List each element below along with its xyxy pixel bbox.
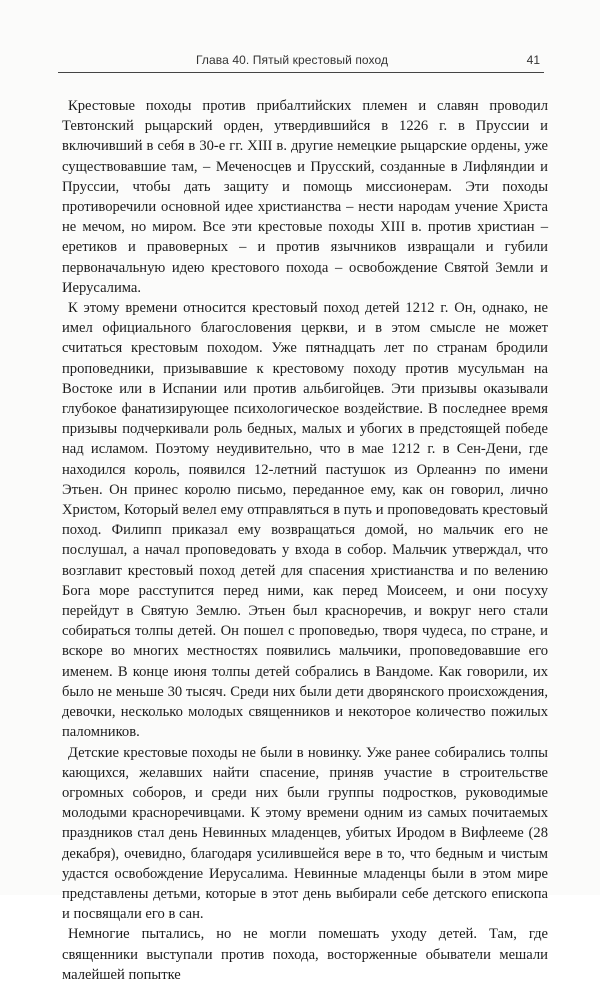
body-text [62, 96, 548, 985]
paragraph-4: Немногие пытались, но не могли помешать уходу детей. Там, где священники выступали против похода, восторженные обыватели мешали малейшей попытке [62, 926, 548, 983]
paragraph-3: Детские крестовые походы не были в новинку. Уже ранее собирались толпы кающихся, желавших найти спасение, приняв участие в строительстве огромных соборов, и среди них были группы подростков, руководимые молодыми красноречивцами. К этому времени одним из самых почитаемых праздников стал день Невинных младенцев, убитых Иродом в Вифлееме (28 декабря), очевидно, благодаря усилившейся вере в то, что бедным и чистым удастся освобождение Иерусалима. Невинные младенцы были в этом мире представлены детьми, которые в этот день выбирали себе детского епископа и посвящали его в сан. [62, 744, 548, 923]
paragraph-1: Крестовые походы против прибалтийских племен и славян проводил Тевтонский рыцарский орден, утвердившийся в 1226 г. в Пруссии и включивший в себя в 30-е гг. XIII в. другие немецкие рыцарские ордены, уже существовавшие там, – Меченосцев и Прусский, созданные в Лифляндии и Пруссии, чтобы дать защиту и помощь миссионерам. Эти походы противоречили основной идее христианства – нести народам учение Христа не мечом, но миром. Все эти крестовые походы XIII в. против христиан – еретиков и правоверных – и против язычников извращали и губили первоначальную идею крестового похода – освобождение Святой Земли и Иерусалима. [62, 98, 548, 296]
running-header [58, 50, 544, 73]
paragraph-2: К этому времени относится крестовый поход детей 1212 г. Он, однако, не имел официального благословения церкви, и в этом смысле не может считаться крестовым походом. Уже пятнадцать лет по странам бродили проповедники, призывавшие к крестовому походу против мусульман на Востоке или в Испании или против альбигойцев. Эти призывы оказывали глубокое фанатизирующее психологическое воздействие. В последнее время призывы подчеркивали роль бедных, малых и убогих в предстоящей победе над исламом. Поэтому неудивительно, что в мае 1212 г. в Сен-Дени, где находился король, появился 12-летний пастушок из Орлеаннэ по имени Этьен. Он принес королю письмо, переданное ему, как он говорил, лично Христом, Который велел ему отправляться в путь и проповедовать крестовый поход. Филипп приказал ему возвращаться домой, но мальчик его не послушал, а начал проповедовать у входа в собор. Мальчик утверждал, что возглавит крестовый поход детей для спасения христианства и по велению Бога море расступится перед ними, как перед Моисеем, и они посуху перейдут в Святую Землю. Этьен был красноречив, и вокруг него стали собираться толпы детей. Он пошел с проповедью, творя чудеса, по стране, и вскоре во многих местностях появились мальчики, проповедовавшие его именем. В конце июня толпы детей собрались в Вандоме. Как говорили, их было не меньше 30 тысяч. Среди них были дети дворянского происхождения, девочки, несколько молодых священников и некоторое количество пожилых паломников. [62, 300, 548, 741]
page-number: 41 [526, 53, 540, 67]
chapter-title: Глава 40. Пятый крестовый поход [196, 53, 389, 67]
